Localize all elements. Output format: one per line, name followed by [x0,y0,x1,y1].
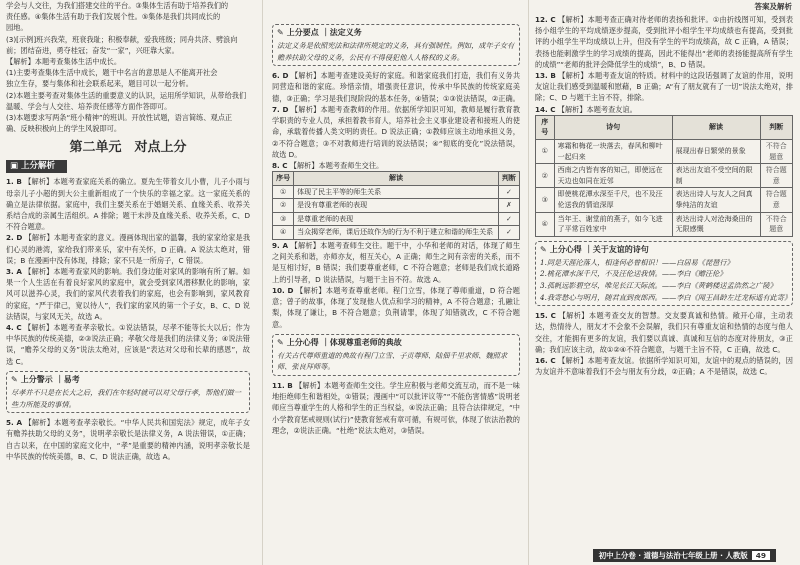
text-line: 确、反映积极向上的学生风貌即可。 [6,124,122,134]
table-row [536,164,793,188]
header-label: 答案及解析 [754,2,792,11]
poem-box: ✎ 上分心得 ｜关于友谊的诗句 1.同是天涯沦落人，相逢何必曾相识！——白居易《琵琶行》 2.桃花潭水深千尺，不及汪伦送我情。——李白《赠汪伦》 3.孤帆远影碧空尽，唯见长江天际流。——李白《黄鹤楼送孟浩然之广陵》 4.我寄愁心与明月，随君直到夜郎西。——李白《闻王昌龄左迁龙标遥有此寄》 [535,241,793,306]
poem-line: 3.孤帆远影碧空尽，唯见长江天际流。——李白《黄鹤楼送孟浩然之广陵》 [540,281,777,291]
poem-line: 2.桃花潭水深千尺，不及汪伦送我情。——李白《赠汪伦》 [540,269,727,279]
section-banner: ▣ 上分解析 [6,160,67,173]
answer-number: 14. C [535,104,556,114]
text-line: 学会与人交往，为我们搭建交往的平台。③集体生活有助于培养我们的 [6,1,229,10]
answer-item [535,355,793,377]
table-cell: ✓ [498,226,519,240]
answer-number: 7. D [272,104,289,114]
table-cell: ② [273,199,294,213]
warn-box-text: 尽孝并不只是在长大之后，我们在年轻时就可以对父母行孝，帮他们做一些力所能及的事情。 [11,387,242,409]
judgement-table-8 [272,171,520,240]
table-cell: ③ [536,188,555,212]
table-cell: 是没有尊重老师的表现 [294,199,499,213]
key-point-text: 法定义务是依照宪法和法律所规定的义务，具有强制性。例如，成年子女有赡养扶助父母的义务，公民有不得侵犯他人人格权的义务。 [277,41,515,62]
answer-number: 15. C [535,311,556,321]
table-header: 解读 [294,172,499,186]
poem-line: 4.我寄愁心与明月，随君直到夜郎西。——李白《闻王昌龄左迁龙标遥有此寄》 [540,292,792,302]
table-cell: 寒霜和梅花一块落去，春风和柳叶一起归来 [554,140,672,164]
answer-number: 9. A [272,241,289,251]
middle-column [272,0,520,436]
answer-item: 5. A 【解析】本题考查孝亲敬长。“中华人民共和国宪法》规定，成年子女有赡养扶助父母的义务”，说明孝亲敬长是法律义务，A 说法错误，①正确；自古以来，在中国的家庭文化中，“孝”是重要的精神内涵，说明孝亲敬长是中华民族的传统美德，B、C、D 说法正确，故选 A。 [6,418,251,461]
table-row [273,199,520,213]
text-line: 【解析】本题考查集体生活中成长。 [6,57,122,67]
answer-number: 8. C [272,160,288,170]
table-cell: 体现了民主平等的师生关系 [294,185,499,199]
left-top-text [6,0,250,134]
table-cell: 西南之内皆有客的知己，即使远在天边也如同在近邻 [554,164,672,188]
unit-title: 第二单元 对点上分 [69,140,187,156]
answer-number: 10. D [272,285,294,295]
answer-text: 【解析】本题考查师生交往。题干中，小华和老师的对话，体现了师生之间关系和谐，亦师亦友，相互关心，A 正确；师生之间有亲密的关系，而不是互相讨好，B 错误；我们要尊重老师，C 不符合题意；老师是我们成长道路上的引导者，D 说法错误，与题干主旨不符。故选 A。 [272,241,521,284]
table-header: 解读 [672,115,760,139]
pin-icon: ✎ [277,337,284,347]
right-items-2 [535,310,793,377]
table-cell: 表达出诗人与友人之间真挚纯洁的友谊 [672,188,760,212]
answer-item [272,160,520,171]
answer-text: 【解析】本题考查友谊。 [555,104,637,114]
text-line: (3)[示例]班兴我荣，班衰我耻；积极奉献，爱我班级；同舟共济、劈浪向 [6,34,238,44]
answer-text: 【解析】本题考查家风的影响。我们身边能对家风的影响有所了解。如果一个人生活在有着良好家风的家庭中，就会受到家风潜移默化的影响，家风可以滋养心灵，我们的家风代表着我们的家庭，也会有影响到，家风教育的家庭，“严于律己，宽以待人”，我们家的家风的第一个子女，B、C、D 说法错误，与家风无关，故选 A。 [6,267,251,321]
left-items [6,176,250,366]
table-row [273,185,520,199]
answer-item [272,240,520,285]
answer-number: 1. B [6,177,22,187]
answer-item [535,310,793,355]
mid-items-2 [272,240,520,330]
table-cell: 即使桃花潭水深至千尺，也不及汪伦送我的情谊深厚 [554,188,672,212]
answer-number: 2. D [6,233,23,243]
table-row [536,188,793,212]
text-line: 独立生存，要与集体和社会联系起来，题目可以一起分析。 [6,79,193,89]
answer-item [272,285,520,330]
table-cell: ✓ [498,212,519,226]
answer-number: 13. B [535,71,556,81]
answer-number: 6. D [272,71,289,81]
table-cell: ④ [273,226,294,240]
answer-text: 【解析】本题考查尊重老师。程门立雪，体现了尊师重道，D 符合题意；曾子的故事，体现了发现他人优点和学习的精神，A 不符合题意；孔融让梨，体现了谦让，B 不符合题意；负荆请罪，体现了知错就改，C 不符合题意。 [272,285,520,329]
answer-text: 【解析】本题考查家的意义。漫画体现出家的温馨，我的家家给家是我们心灵的港湾，家给我们带来乐，家中有关怀，D 正确。A 说法太绝对，错误；B 在漫画中没有体现，排除；家不只是一所房子，C 错误。 [6,233,251,265]
text-line: 园地。 [6,23,28,33]
right-items [535,14,793,115]
table-row [536,140,793,164]
table-cell: 不符合题意 [760,212,793,236]
pin-icon: ✎ [277,28,284,37]
answer-text: 【解析】本题考查建设美好的家庭。和谐家庭我们打造，我们有义务共同营造和谐的家庭。珍惜亲情，增强责任意识，传承中华民族的传统家庭美德，③正确；学习是我们现阶段的基本任务，④错误；①③说法错误，②正确。 [272,71,521,103]
text-line: (2)本题主要考查对集体生活的重要意义的认识，运用所学知识，从带给我们 [6,90,247,100]
table-row [536,212,793,236]
table-cell: ✓ [498,185,519,199]
table-cell: 当年王、谢堂前的燕子，如今飞进了平常百姓家中 [554,212,672,236]
table-row [273,226,520,240]
table-row [273,212,520,226]
table-cell: ② [536,164,555,188]
table-header: 判断 [760,115,793,139]
warn-icon: ✎ [11,374,18,384]
text-line: 前；团结奋进，勇夺桂冠；奋发“一家”，兴旺靠大家。 [6,45,179,55]
page-number: 49 [752,551,770,560]
text-line: (1)主要考查集体生活中成长，题干中名言的意思是人不能离开社会 [6,68,218,78]
footer-bar: 初中上分卷 · 道德与法治七年级上册 · 人教版 49 [593,549,776,562]
answer-text: 【解析】本题考查孝亲敬长。①说法错误，尽孝不能等长大以后；作为中华民族的传统美德，②③说法正确；孝敬父母是我们的法律义务；④说法错误，“赡养父母的义务”说法太绝对，应该是“表达对父母和长辈的感恩”，故选 C。 [6,323,250,366]
table-cell: ① [536,140,555,164]
answer-text: 【解析】本题考查正确对待老师的表扬和批评。①由折线图可知，受到表扬小组学生的平均成绩逐步提高，受到批评小组学生平均成绩也有提高，受到批评的小组学生平均成绩以上升，但没有学生的平均成绩高，故 C 正确，A 错误；表扬也能刺激学生的学习成绩的提高，因此不能得出“老师的表扬能提高所有学生的成绩”“老师的批评会降低学生的成绩”，B、D 错误。 [535,15,794,69]
poem-lines [540,257,792,303]
answer-item [535,104,793,115]
answer-item [535,70,793,104]
right-column [535,0,793,377]
column-divider [262,0,263,565]
table-cell: 符合题意 [760,164,793,188]
mid-items [272,70,520,171]
answer-number: 16. C [535,356,556,366]
table-header: 序号 [536,115,555,139]
warn-box: ✎ 上分警示 ｜易考 尽孝并不只是在长大之后，我们在年轻时就可以对父母行孝，帮他们做一些力所能及的事情。 [6,371,250,413]
table-cell: 表达出诗人对沧海桑田的无限感慨 [672,212,760,236]
table-cell: 符合题意 [760,188,793,212]
table-cell: 是尊重老师的表现 [294,212,499,226]
answer-text: 【解析】本题考查师生交往。 [287,160,384,170]
answer-text: 【解析】本题考查家庭关系的确立。夏先生带着女儿小曹，儿子小雨与母亲儿子小超的到大公主重新组成了一个快乐的幸福之家。这一家庭关系的确立是法律依据。家庭中，我们主要关系在于婚姻关系、血缘关系、收养关系结合成的亲属生活组织。A 排除；题干未涉及血缘关系、收养关系，C、D 不符合题意。 [6,177,250,232]
answer-item [6,322,250,367]
left-column [6,0,250,462]
answer-item [535,14,793,70]
answer-item [272,104,520,160]
answer-text: 【解析】本题考查教师的作用。依据所学知识可知，教师是履行教育教学职责的专业人员，承担着教书育人，培养社会主义事业建设者和接班人的使命，承载着传播人类文明的责任。D 说法正确；①教师应该主动地承担义务，②不符合题意；③不对教师进行培训的说法错误；④“彻底的变化”说法错误，故选 D。 [272,104,521,159]
answer-text: 【解析】本题考查友谊的特质。材料中的这段话强调了友谊的作用，说明友谊让我们感受到温暖和慰藉，B 正确；A“有了朋友就有了一切”说法太绝对，排除；C、D 与题干主旨不符，排除。 [535,71,793,103]
text-line: 温暖、学会与人交往、培养责任感等方面作答即可。 [6,101,172,111]
table-header: 序号 [273,172,294,186]
table-cell: 表达出友谊不受空间的限制 [672,164,760,188]
table-cell: ③ [273,212,294,226]
answer-number: 4. C [6,323,22,333]
answer-item [272,70,520,104]
insight-text: 有关古代尊师重道的典故有程门立雪、子贡尊师、陆佃千里求师、魏照求师、张良拜师等。 [277,350,508,372]
answer-number: 12. C [535,15,556,24]
table-cell: ① [273,185,294,199]
pin-icon: ✎ [540,244,547,254]
answer-item: 11. B 【解析】本题考查师生交往。学生应积极与老师交流互动，而不是一味地拒绝师生和谐相处，①错误；漫画中“可以批评议等”“不能伤害情感”说明老师应当尊重学生的人格和学生的正当权益，④说法正确；且符合法律规定，“中小学教育惩戒规则(试行)”使教育惩戒有章可循，有规可依，体现了依法治教的理念，②说法正确。“杜绝”说法太绝对，③错误。 [272,380,520,435]
text-line: 责任感。④集体生活有助于我们发展个性。⑤集体是我们共同成长的 [6,12,221,22]
table-header: 判断 [498,172,519,186]
table-cell: 当众揭穿老师，课后还故作为的行为不利于建立和谐的师生关系 [294,226,499,240]
text-line: (3)本题要求写两条“班小精神”的班训。开放性试题，语言简练、观点正 [6,113,233,123]
insight-box: ✎ 上分心得 ｜体现尊重老师的典故 有关古代尊师重道的典故有程门立雪、子贡尊师、陆佃千里求师、魏照求师、张良拜师等。 [272,334,520,376]
answer-text: 【解析】本题考查友谊。依据所学知识可知，友谊中的观点的错误的，因为友谊并不意味着我们不会与朋友有分歧，②正确；A 不是错误，故选 C。 [535,356,793,377]
answer-item [6,232,250,266]
key-point-box: ✎ 上分要点 ｜法定义务 法定义务是依照宪法和法律所规定的义务，具有强制性。例如，成年子女有赡养扶助父母的义务，公民有不得侵犯他人人格权的义务。 [272,24,520,66]
answer-item [6,176,250,232]
answer-item [6,266,250,322]
poem-line: 1.同是天涯沦落人，相逢何必曾相识！——白居易《琵琶行》 [540,257,734,267]
answer-number: 3. A [6,267,22,277]
table-header: 诗句 [554,115,672,139]
table-cell: ✗ [498,199,519,213]
table-cell: ④ [536,212,555,236]
column-divider [528,0,529,565]
table-cell: 展现出春日繁荣的景象 [672,140,760,164]
answer-text: 【解析】本题考查交友的智慧。交友要真诚和热情。敞开心扉，主动表达，热情待人，朋友才不会象不会误解，我们只有尊重友谊和热情的态度与他人交往，才能拥有更多的友谊，我们要以真诚、真诚和互信的态度对待朋友，③正确；我们应该主动，故①②④不符合题意，与题干主旨不符，C 正确，故选 C。 [535,311,793,354]
judgement-table-14 [535,115,793,237]
table-cell: 不符合题意 [760,140,793,164]
